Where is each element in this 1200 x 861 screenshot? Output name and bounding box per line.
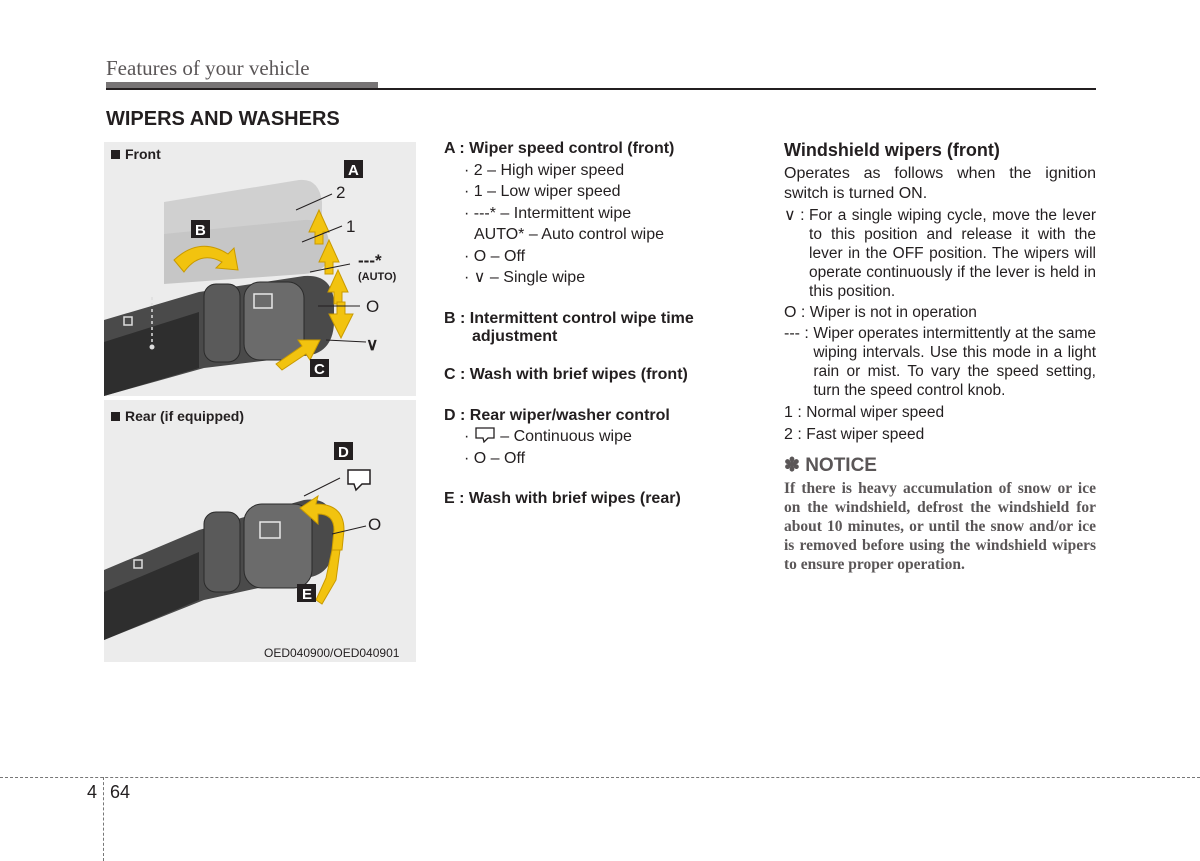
rear-wiper-continuous-icon bbox=[348, 470, 370, 490]
windshield-wipers-section bbox=[784, 138, 1096, 574]
intro-text: Operates as follows when the ignition switch is turned ON. bbox=[784, 165, 1096, 202]
rear-wiper-continuous-icon bbox=[474, 427, 496, 443]
legend-d-title: D : Rear wiper/washer control bbox=[444, 406, 670, 424]
legend-c-title: C : Wash with brief wipes (front) bbox=[444, 366, 688, 383]
callout-e-label: E bbox=[302, 586, 313, 603]
definition-normal-speed: 1 : Normal wiper speed bbox=[784, 404, 945, 421]
position-intermittent-label: ---* bbox=[358, 251, 382, 270]
position-2-label: 2 bbox=[336, 183, 346, 202]
figure-rear-panel bbox=[104, 400, 416, 662]
legend-d-item: · O – Off bbox=[464, 449, 526, 467]
figure-front-panel bbox=[104, 142, 416, 396]
callout-c-label: C bbox=[314, 361, 325, 378]
definition-single: ∨ : For a single wiping cycle, move the lever to this position and release it with the lever in the OFF position. The wipers will operate continuously if the lever is held in this position. bbox=[784, 207, 1096, 300]
definition-intermittent: --- : Wiper operates intermittently at the same wiping intervals. Use this mode in a light rain or mist. To vary the speed setting, turn the speed control knob. bbox=[784, 325, 1096, 399]
rear-wiper-lever-illustration bbox=[104, 400, 416, 662]
definition-off: O : Wiper is not in operation bbox=[784, 304, 977, 321]
legend-a-title: A : Wiper speed control (front) bbox=[444, 140, 675, 157]
page-header-title: Features of your vehicle bbox=[106, 56, 310, 80]
chapter-number: 4 bbox=[87, 782, 98, 802]
legend-e-title: E : Wash with brief wipes (rear) bbox=[444, 490, 681, 507]
rear-figure-label: Rear (if equipped) bbox=[111, 408, 244, 424]
footer-dashed-rule bbox=[0, 777, 1200, 778]
legend-b-title: B : Intermittent control wipe time bbox=[444, 309, 694, 327]
callout-d-label: D bbox=[338, 444, 349, 461]
figure-legend bbox=[444, 138, 774, 510]
footer-vertical-rule bbox=[103, 777, 104, 861]
legend-a-item: · O – Off bbox=[464, 247, 526, 265]
front-wiper-lever-illustration bbox=[104, 142, 416, 396]
callout-a-label: A bbox=[348, 162, 359, 179]
section-title: WIPERS AND WASHERS bbox=[106, 108, 340, 130]
legend-a-item: · 2 – High wiper speed bbox=[464, 161, 625, 179]
section-heading: Windshield wipers (front) bbox=[784, 140, 1000, 160]
callout-b-label: B bbox=[195, 222, 206, 239]
notice-body: If there is heavy accumulation of snow or ice on the windshield, defrost the windshield for about 10 minutes, or until the snow and/or ice is removed before using the windshield wipers to ensure proper operation. bbox=[784, 480, 1096, 573]
definition-fast-speed: 2 : Fast wiper speed bbox=[784, 426, 925, 443]
position-off-label: O bbox=[366, 297, 380, 316]
square-bullet-icon bbox=[111, 412, 120, 421]
rear-position-off-label: O bbox=[368, 515, 382, 534]
legend-a-item: AUTO* – Auto control wipe bbox=[474, 226, 665, 243]
position-auto-label: (AUTO) bbox=[358, 271, 397, 283]
legend-a-item: · ∨ – Single wipe bbox=[464, 269, 586, 286]
position-1-label: 1 bbox=[346, 217, 356, 236]
legend-a-item: · ---* – Intermittent wipe bbox=[464, 204, 632, 222]
page-number: 64 bbox=[110, 782, 131, 802]
position-single-label: ∨ bbox=[366, 335, 379, 354]
figure-code: OED040900/OED040901 bbox=[264, 646, 400, 660]
square-bullet-icon bbox=[111, 150, 120, 159]
legend-d-item: · – Continuous wipe bbox=[464, 428, 632, 445]
front-figure-label: Front bbox=[111, 146, 161, 162]
header-rule bbox=[106, 88, 1096, 90]
legend-b-title-cont: adjustment bbox=[472, 328, 558, 345]
notice-title: ✽ NOTICE bbox=[784, 455, 877, 476]
legend-a-item: · 1 – Low wiper speed bbox=[464, 183, 621, 200]
